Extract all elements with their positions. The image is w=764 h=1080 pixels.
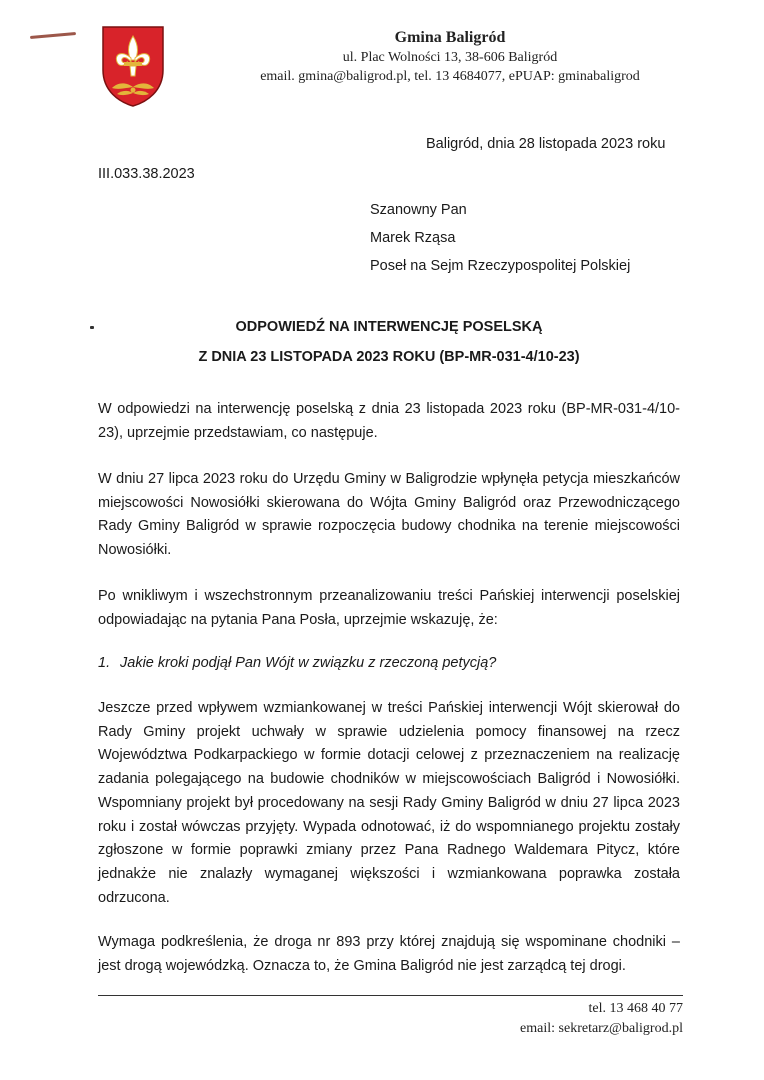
letterhead xyxy=(190,28,710,86)
addressee-position: Poseł na Sejm Rzeczypospolitej Polskiej xyxy=(370,258,631,274)
organization-name: Gmina Baligród xyxy=(394,29,506,46)
footer-contact xyxy=(400,999,683,1039)
addressee-name: Marek Rząsa xyxy=(370,230,456,246)
addressee-salutation: Szanowny Pan xyxy=(370,202,467,218)
title-line-1: ODPOWIEDŹ NA INTERWENCJĘ POSELSKĄ xyxy=(235,319,543,335)
organization-address: ul. Plac Wolności 13, 38-606 Baligród xyxy=(342,50,558,65)
scan-dot-mark xyxy=(90,326,94,329)
coat-of-arms-lily-icon xyxy=(100,24,166,108)
question-number: 1. xyxy=(98,655,111,671)
document-title xyxy=(98,312,680,372)
pen-stroke-mark xyxy=(30,32,76,39)
addressee-block xyxy=(370,196,630,280)
footer-divider xyxy=(98,995,683,996)
paragraph-road: Wymaga podkreślenia, że droga nr 893 przy której znajdują się wspominane chodniki – jest drogą wojewódzką. Oznacza to, że Gmina Baligród nie jest zarządcą tej drogi. xyxy=(98,934,680,974)
letter-date: Baligród, dnia 28 listopada 2023 roku xyxy=(426,136,666,152)
question-text: Jakie kroki podjął Pan Wójt w związku z rzeczoną petycją? xyxy=(120,655,497,671)
footer-phone: tel. 13 468 40 77 xyxy=(588,1001,683,1016)
reference-number: III.033.38.2023 xyxy=(98,166,195,182)
paragraph-petition: W dniu 27 lipca 2023 roku do Urzędu Gminy w Baligrodzie wpłynęła petycja mieszkańców miejscowości Nowosiółki skierowana do Wójta Gminy Baligród oraz Przewodniczącego Rady Gminy Baligród w sprawie rozpoczęcia budowy chodnika na terenie miejscowości Nowosiółki. xyxy=(98,471,680,559)
title-line-2: Z DNIA 23 LISTOPADA 2023 ROKU (BP-MR-031-4/10-23) xyxy=(198,349,580,365)
paragraph-intro: W odpowiedzi na interwencję poselską z dnia 23 listopada 2023 roku (BP-MR-031-4/10-23), uprzejmie przedstawiam, co następuje. xyxy=(98,401,680,441)
paragraph-analysis: Po wnikliwym i wszechstronnym przeanalizowaniu treści Pańskiej interwencji poselskiej odpowiadając na pytania Pana Posła, uprzejmie wskazuję, że: xyxy=(98,588,680,628)
footer-email: email: sekretarz@baligrod.pl xyxy=(520,1021,683,1036)
organization-contact: email. gmina@baligrod.pl, tel. 13 4684077, ePUAP: gminabaligrod xyxy=(260,69,640,84)
paragraph-answer: Jeszcze przed wpływem wzmiankowanej w treści Pańskiej interwencji Wójt skierował do Rady Gminy projekt uchwały w sprawie udzielenia pomocy finansowej na rzecz Województwa Podkarpackiego w formie dotacji celowej z przeznaczeniem na realizację zadania polegającego na budowie chodników w miejscowościach Baligród i Nowosiółki. Wspomniany projekt był procedowany na sesji Rady Gminy Baligród w dniu 27 lipca 2023 roku i został wówczas przyjęty. Wypada odnotować, iż do wspomnianego projektu zostały zgłoszone w formie poprawki zmiany przez Pana Radnego Waldemara Pitycz, które jednakże nie znalazły wymaganej większości i wzmiankowana poprawka została odrzucona. xyxy=(98,700,680,906)
question-1 xyxy=(98,652,680,676)
